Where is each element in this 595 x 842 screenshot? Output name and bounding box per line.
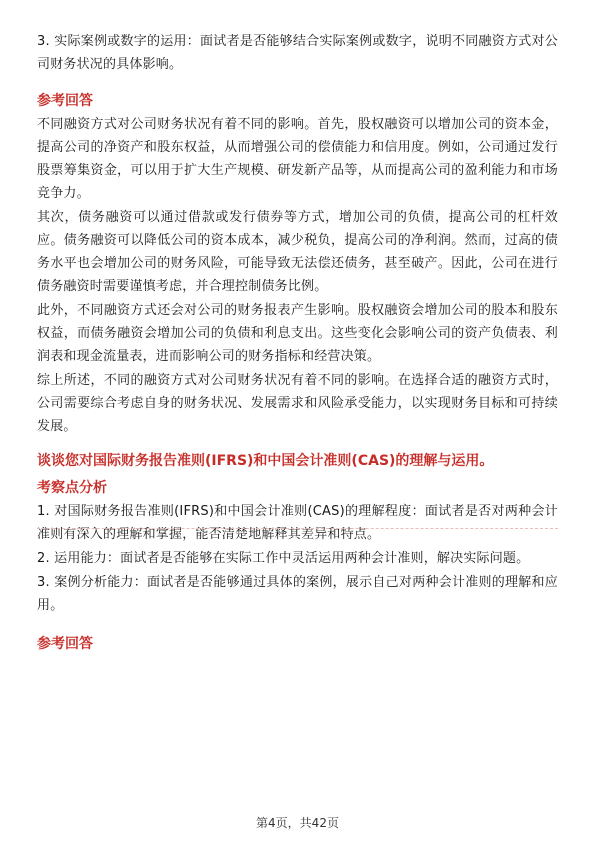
answer-paragraph-1: 不同融资方式对公司财务状况有着不同的影响。首先，股权融资可以增加公司的资本金，提高公司的净资产和股东权益，从而增强公司的偿债能力和信用度。例如，公司通过发行股票筹集资金，可以用于扩大生产规模、研发新产品等，从而提高公司的盈利能力和市场竞争力。 xyxy=(37,117,558,201)
document-body xyxy=(37,30,558,656)
answer-paragraph-2: 其次，债务融资可以通过借款或发行债券等方式，增加公司的负债，提高公司的杠杆效应。债务融资可以降低公司的资本成本，减少税负，提高公司的净利润。然而，过高的债务水平也会增加公司的财务风险，可能导致无法偿还债务，甚至破产。因此，公司在进行债务融资时需要谨慎考虑，并合理控制债务比例。 xyxy=(37,210,558,294)
section-divider xyxy=(37,528,558,529)
analysis-point-3b: 3. 案例分析能力：面试者是否能够通过具体的案例，展示自己对两种会计准则的理解和应用。 xyxy=(37,575,558,613)
analysis-point-2: 2. 运用能力：面试者是否能够在实际工作中灵活运用两种会计准则，解决实际问题。 xyxy=(37,551,530,566)
analysis-point-3: 3. 实际案例或数字的运用：面试者是否能够结合实际案例或数字，说明不同融资方式对公司财务状况的具体影响。 xyxy=(37,34,558,72)
analysis-point-1: 1. 对国际财务报告准则(IFRS)和中国会计准则(CAS)的理解程度：面试者是否对两种会计准则有深入的理解和掌握，能否清楚地解释其差异和特点。 xyxy=(37,504,558,542)
question-heading: 谈谈您对国际财务报告准则(IFRS)和中国会计准则(CAS)的理解与运用。 xyxy=(37,453,494,469)
page-number: 第4页，共42页 xyxy=(256,816,339,830)
answer-paragraph-3: 此外，不同融资方式还会对公司的财务报表产生影响。股权融资会增加公司的股本和股东权益，而债务融资会增加公司的负债和利息支出。这些变化会影响公司的资产负债表、利润表和现金流量表，进而影响公司的财务指标和经营决策。 xyxy=(37,303,558,364)
reference-answer-heading-2: 参考回答 xyxy=(37,636,93,652)
answer-paragraph-4: 综上所述，不同的融资方式对公司财务状况有着不同的影响。在选择合适的融资方式时，公司需要综合考虑自身的财务状况、发展需求和风险承受能力，以实现财务目标和可持续发展。 xyxy=(37,373,558,434)
analysis-heading: 考察点分析 xyxy=(37,480,107,496)
reference-answer-heading: 参考回答 xyxy=(37,93,93,109)
